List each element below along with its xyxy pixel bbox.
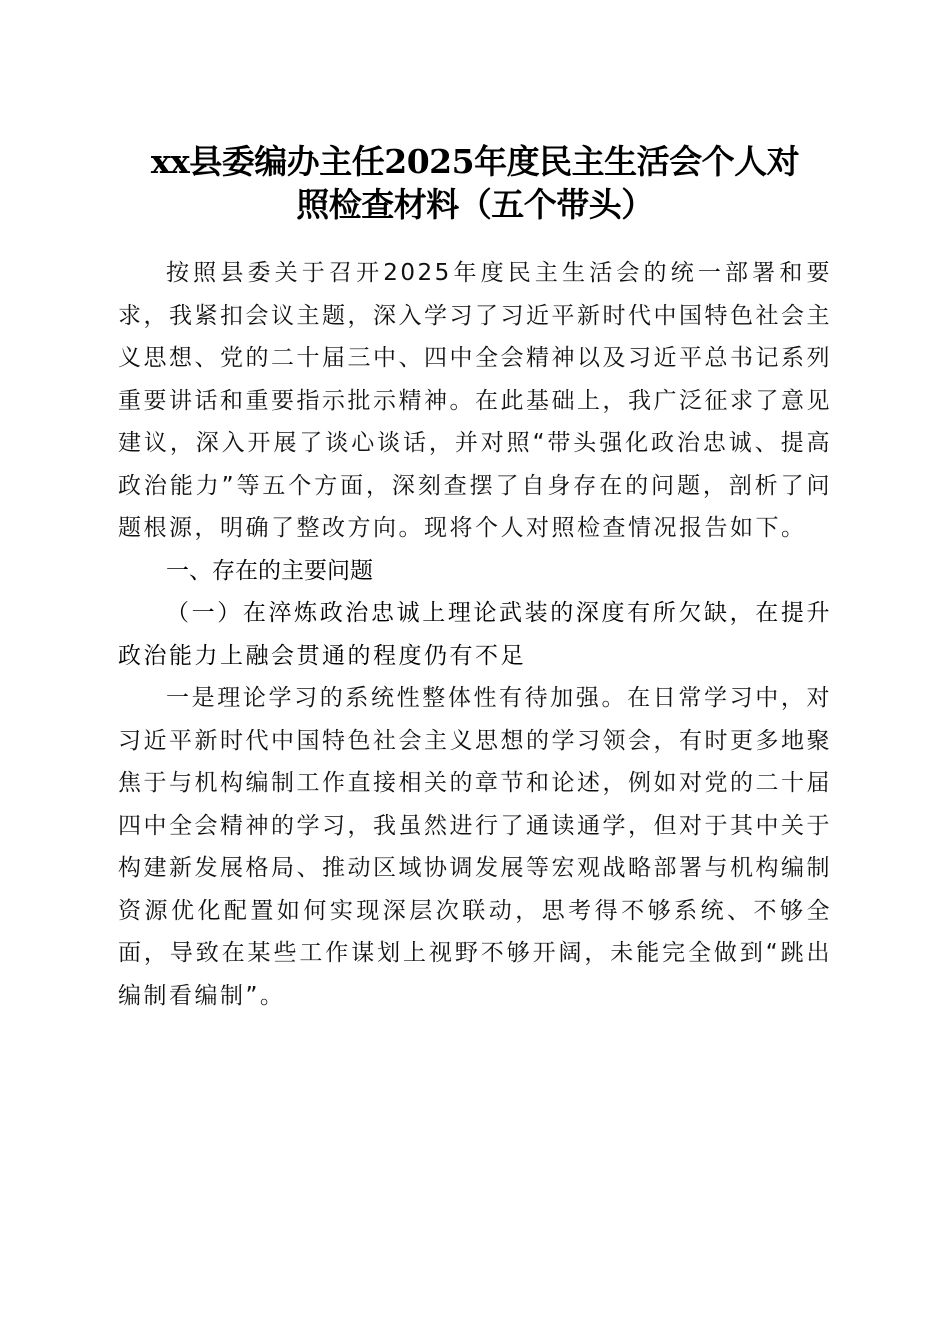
title-line-1: xx县委编办主任2025年度民主生活会个人对 [150,142,800,181]
body-paragraph: 一是理论学习的系统性整体性有待加强。在日常学习中，对习近平新时代中国特色社会主义思想的学习领会，有时更多地聚焦于与机构编制工作直接相关的章节和论述，例如对党的二十届四中全会精神的学习，我虽然进行了通读通学，但对于其中关于构建新发展格局、推动区域协调发展等宏观战略部署与机构编制资源优化配置如何实现深层次联动，思考得不够系统、不够全面，导致在某些工作谋划上视野不够开阔，未能完全做到“跳出编制看编制”。 [118,685,832,1009]
section-heading: 一、存在的主要问题 [166,557,373,584]
document-title [100,140,850,226]
title-line-2: 照检查材料（五个带头） [296,185,654,224]
document-body [118,252,832,1017]
intro-paragraph: 按照县委关于召开2025年度民主生活会的统一部署和要求，我紧扣会议主题，深入学习了习近平新时代中国特色社会主义思想、党的二十届三中、四中全会精神以及习近平总书记系列重要讲话和重要指示批示精神。在此基础上，我广泛征求了意见建议，深入开展了谈心谈话，并对照“带头强化政治忠诚、提高政治能力”等五个方面，深刻查摆了自身存在的问题，剖析了问题根源，明确了整改方向。现将个人对照检查情况报告如下。 [118,260,832,541]
subsection-heading: （一）在淬炼政治忠诚上理论武装的深度有所欠缺，在提升政治能力上融会贯通的程度仍有不足 [118,600,832,669]
